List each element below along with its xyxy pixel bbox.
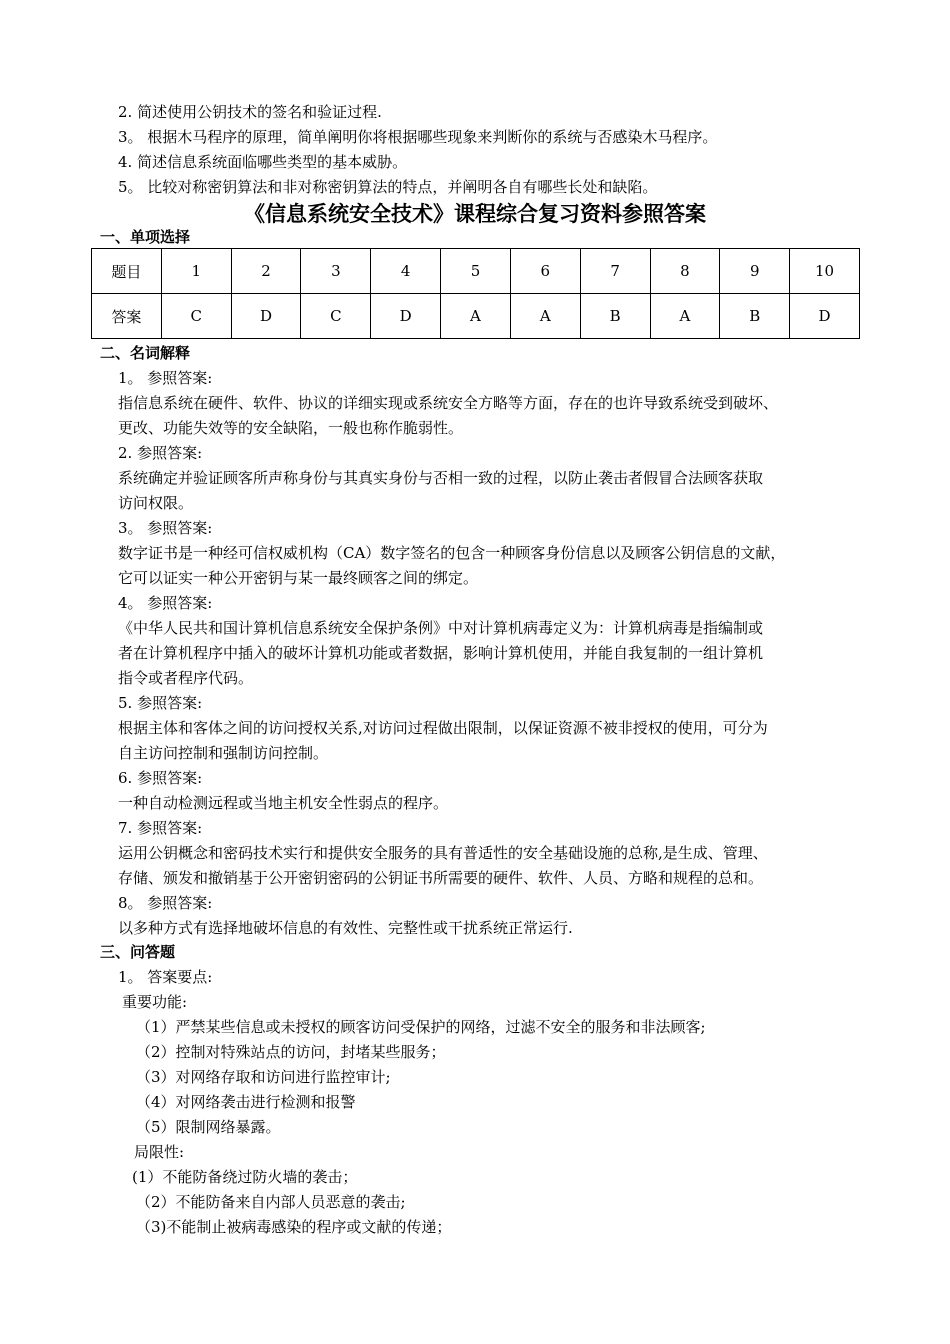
answer-label: 1。 参照答案:	[118, 369, 213, 387]
list-item: (1）不能防备绕过防火墙的袭击；	[132, 1168, 358, 1186]
paragraph-line: 者在计算机程序中插入的破坏计算机功能或者数据，影响计算机使用，并能自我复制的一组计算机	[118, 644, 764, 662]
subheading-limitations: 局限性:	[134, 1143, 185, 1161]
answer-label: 3。 参照答案:	[118, 519, 213, 537]
list-item: （5）限制网络暴露。	[136, 1118, 281, 1136]
list-item: （2）控制对特殊站点的访问，封堵某些服务；	[136, 1043, 446, 1061]
list-item: （1）严禁某些信息或未授权的顾客访问受保护的网络，过滤不安全的服务和非法顾客;	[136, 1018, 706, 1036]
question-5: 5。 比较对称密钥算法和非对称密钥算法的特点，并阐明各自有哪些长处和缺陷。	[118, 178, 658, 196]
answer-label: 4。 参照答案:	[118, 594, 213, 612]
question-3: 3。 根据木马程序的原理，简单阐明你将根据哪些现象来判断你的系统与否感染木马程序。	[118, 128, 718, 146]
answer-label: 7. 参照答案:	[118, 819, 203, 837]
table-cell: 4	[371, 249, 441, 294]
page-title: 《信息系统安全技术》课程综合复习资料参照答案	[244, 202, 706, 226]
list-item: （4）对网络袭击进行检测和报警	[136, 1093, 356, 1111]
table-cell: A	[650, 294, 720, 339]
table-cell: 10	[790, 249, 860, 294]
paragraph-line: 访问权限。	[118, 494, 194, 512]
table-row-questions	[92, 249, 860, 294]
section-heading-single-choice: 一、单项选择	[100, 228, 191, 246]
table-row-answers	[92, 294, 860, 339]
paragraph-line: 根据主体和客体之间的访问授权关系,对访问过程做出限制，以保证资源不被非授权的使用，可分为	[118, 719, 768, 737]
table-cell: 2	[231, 249, 301, 294]
table-cell: A	[510, 294, 580, 339]
table-cell: 5	[441, 249, 511, 294]
paragraph-line: 存储、颁发和撤销基于公开密钥密码的公钥证书所需要的硬件、软件、人员、方略和规程的总和。	[118, 869, 764, 887]
paragraph-line: 以多种方式有选择地破坏信息的有效性、完整性或干扰系统正常运行.	[118, 919, 573, 937]
answer-table	[91, 248, 860, 339]
paragraph-line: 它可以证实一种公开密钥与某一最终顾客之间的绑定。	[118, 569, 479, 587]
list-item: （2）不能防备来自内部人员恶意的袭击;	[136, 1193, 406, 1211]
section-heading-terms: 二、名词解释	[100, 344, 191, 362]
answer-label: 1。 答案要点:	[118, 968, 213, 986]
answer-label: 6. 参照答案:	[118, 769, 203, 787]
paragraph-line: 《中华人民共和国计算机信息系统安全保护条例》中对计算机病毒定义为：计算机病毒是指编制或	[118, 619, 764, 637]
paragraph-line: 系统确定并验证顾客所声称身份与其真实身份与否相一致的过程，以防止袭击者假冒合法顾客获取	[118, 469, 764, 487]
list-item: （3）对网络存取和访问进行监控审计;	[136, 1068, 391, 1086]
paragraph-line: 数字证书是一种经可信权威机构（CA）数字签名的包含一种顾客身份信息以及顾客公钥信息的文献，	[118, 544, 786, 562]
section-heading-qa: 三、问答题	[100, 943, 176, 961]
table-cell: 7	[580, 249, 650, 294]
table-cell: C	[161, 294, 231, 339]
table-cell: A	[441, 294, 511, 339]
table-cell: 8	[650, 249, 720, 294]
table-cell: D	[371, 294, 441, 339]
subheading-functions: 重要功能:	[122, 993, 188, 1011]
paragraph-line: 指信息系统在硬件、软件、协议的详细实现或系统安全方略等方面，存在的也许导致系统受到破坏、	[118, 394, 779, 412]
table-cell: C	[301, 294, 371, 339]
paragraph-line: 一种自动检测远程或当地主机安全性弱点的程序。	[118, 794, 449, 812]
table-cell: 3	[301, 249, 371, 294]
table-cell: D	[231, 294, 301, 339]
question-4: 4. 简述信息系统面临哪些类型的基本威胁。	[118, 153, 408, 171]
question-2: 2. 简述使用公钥技术的签名和验证过程.	[118, 103, 382, 121]
table-cell: B	[580, 294, 650, 339]
table-cell: 9	[720, 249, 790, 294]
table-header-answer: 答案	[92, 294, 162, 339]
table-cell: 1	[161, 249, 231, 294]
answer-label: 5. 参照答案:	[118, 694, 203, 712]
answer-label: 2. 参照答案:	[118, 444, 203, 462]
list-item: （3)不能制止被病毒感染的程序或文献的传递；	[136, 1218, 452, 1236]
paragraph-line: 运用公钥概念和密码技术实行和提供安全服务的具有普适性的安全基础设施的总称,是生成、管理、	[118, 844, 768, 862]
answer-label: 8。 参照答案:	[118, 894, 213, 912]
table-header-question: 题目	[92, 249, 162, 294]
table-cell: B	[720, 294, 790, 339]
table-cell: D	[790, 294, 860, 339]
paragraph-line: 指令或者程序代码。	[118, 669, 254, 687]
paragraph-line: 自主访问控制和强制访问控制。	[118, 744, 329, 762]
table-cell: 6	[510, 249, 580, 294]
paragraph-line: 更改、功能失效等的安全缺陷，一般也称作脆弱性。	[118, 419, 464, 437]
